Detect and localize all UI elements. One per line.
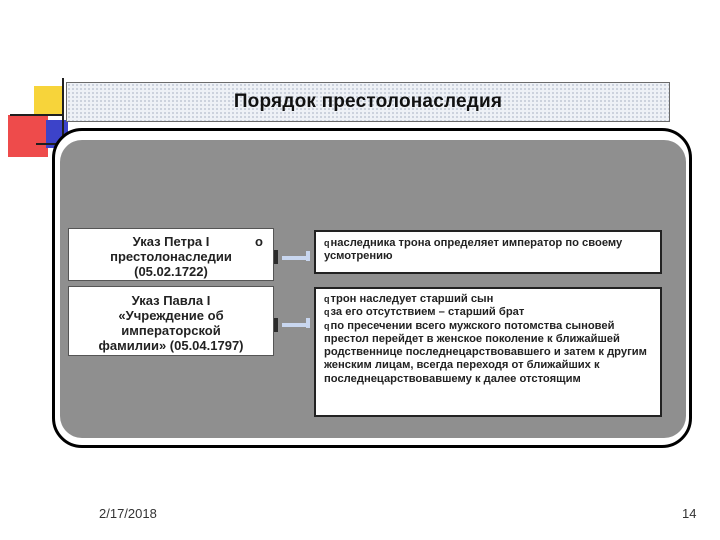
bullet-icon: q xyxy=(324,307,330,318)
connector-end-2 xyxy=(306,318,310,328)
footer-date: 2/17/2018 xyxy=(99,506,157,521)
rule-item: qнаследника трона определяет император по своему усмотрению xyxy=(324,237,623,263)
decree-box-paul xyxy=(68,286,274,356)
bullet-icon: q xyxy=(324,294,330,304)
decree-peter-line1-suffix: о xyxy=(255,234,263,249)
decree-paul-line1: Указ Павла I xyxy=(131,293,211,308)
decree-paul-line3: императорской xyxy=(121,323,221,338)
decree-paul-line4: фамилии» (05.04.1797) xyxy=(98,338,244,353)
rule-box-peter xyxy=(314,230,662,274)
decor-horizontal-line xyxy=(10,114,64,116)
rule-item: qтрон наследует старший сын xyxy=(324,293,494,305)
decree-peter-line1: Указ Петра I xyxy=(132,234,210,249)
page-number: 14 xyxy=(682,506,697,521)
decor-yellow-square xyxy=(34,86,64,116)
decree-peter-line2: престолонаследии xyxy=(110,249,232,264)
rule-item: qза его отсутствием – старший брат xyxy=(324,306,525,319)
slide-title: Порядок престолонаследия xyxy=(233,91,503,112)
connector-bar-1 xyxy=(282,256,308,260)
decor-red-square xyxy=(8,115,48,157)
decree-peter-line3: (05.02.1722) xyxy=(134,264,208,279)
title-bar xyxy=(66,82,670,122)
bullet-icon: q xyxy=(324,320,330,331)
bullet-icon: q xyxy=(324,238,330,248)
decree-paul-line2: «Учреждение об xyxy=(118,308,224,323)
rule-item: qпо пресечении всего мужского потомства сыновей престол перейдет в женское поколение к ближайшей родственнице последнецарствовавшего и затем к другим женским лицам, всегда переходя от ближайших к последнецарствовавшему к далее отстоящим xyxy=(324,319,647,385)
rule-box-paul xyxy=(314,287,662,417)
connector-tab-2 xyxy=(274,318,278,332)
connector-bar-2 xyxy=(282,323,308,327)
decree-box-peter xyxy=(68,228,274,281)
connector-tab-1 xyxy=(274,250,278,264)
connector-end-1 xyxy=(306,251,310,261)
